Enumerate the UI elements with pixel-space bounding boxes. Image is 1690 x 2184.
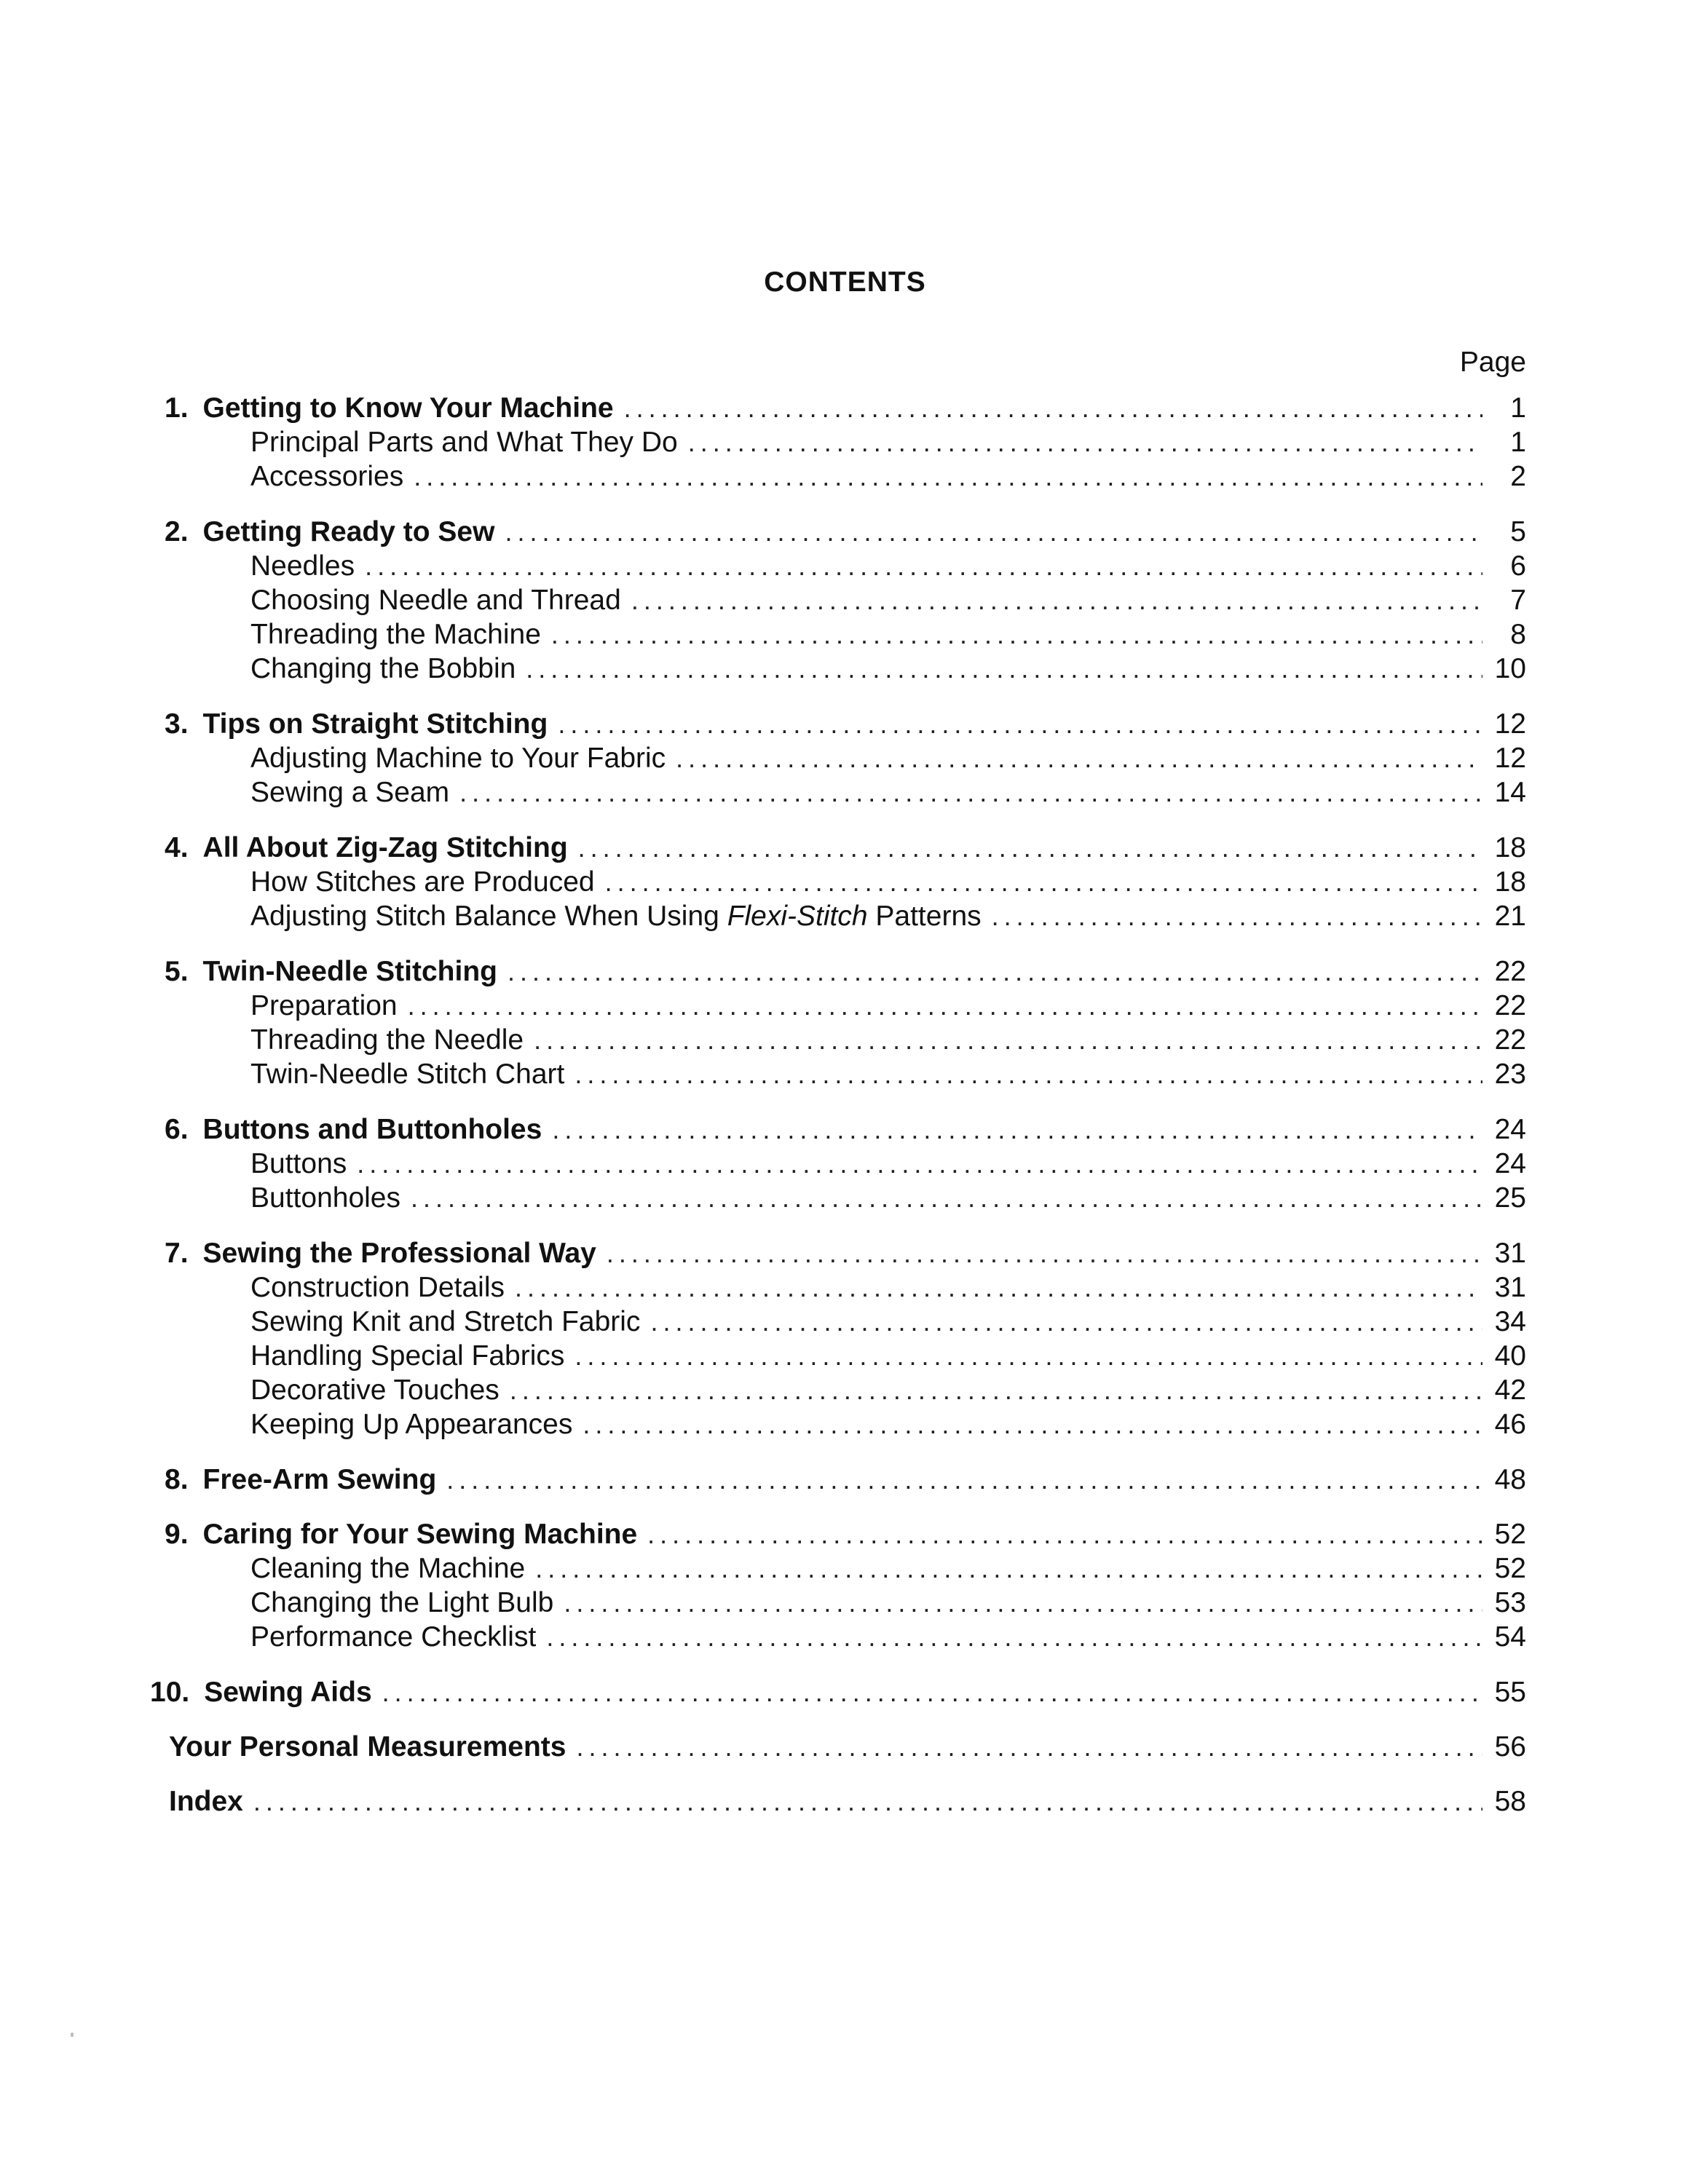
leader-dots [688,426,1482,459]
toc-entry[interactable] [0,1408,1526,1441]
toc-entry-label: Construction Details [250,1272,505,1303]
toc-entry-page: 10 [1494,653,1526,684]
toc-entry-page: 31 [1494,1272,1526,1303]
toc-entry[interactable] [0,1237,1526,1270]
toc-entry-page: 40 [1494,1340,1526,1372]
toc-entry-label: Caring for Your Sewing Machine [202,1519,638,1550]
toc-entry-page: 22 [1494,990,1526,1021]
toc-entry[interactable] [0,742,1526,775]
toc-entry-label: Changing the Bobbin [250,653,516,684]
leader-dots [574,1340,1482,1373]
toc-entry[interactable] [0,1113,1526,1147]
toc-entry[interactable] [0,1058,1526,1091]
toc-entry-label: Accessories [250,461,404,492]
toc-entry-page: 7 [1510,585,1526,616]
toc-entry[interactable] [0,1463,1526,1497]
toc-entry-label: Buttons and Buttonholes [202,1114,542,1145]
leader-dots [526,652,1482,686]
toc-entry[interactable] [0,515,1526,549]
toc-entry-page: 48 [1494,1464,1526,1495]
toc-entry[interactable] [0,955,1526,989]
toc-entry-label: How Stitches are Produced [250,866,595,898]
toc-entry-page: 8 [1510,619,1526,650]
toc-entry-number: 8. [165,1464,189,1495]
leader-dots [508,955,1482,989]
toc-entry[interactable] [0,460,1526,494]
toc-entry-page: 18 [1494,866,1526,898]
leader-dots [583,1408,1482,1441]
toc-entry[interactable] [0,989,1526,1023]
toc-entry-page: 42 [1494,1374,1526,1406]
leader-dots [382,1676,1482,1709]
toc-entry-page: 23 [1494,1059,1526,1090]
leader-dots [631,584,1482,617]
toc-entry-page: 1 [1510,427,1526,458]
toc-entry-number: 3. [165,708,189,740]
leader-dots [676,742,1482,775]
toc-entry-label: Sewing a Seam [250,777,450,808]
toc-entry-page: 22 [1494,956,1526,987]
toc-entry[interactable] [0,831,1526,865]
leader-dots [365,550,1482,583]
toc-entry-number: 7. [165,1238,189,1269]
toc-entry[interactable] [0,426,1526,459]
leader-dots [576,1730,1482,1764]
toc-entry[interactable] [0,584,1526,617]
toc-entry-number: 10. [150,1677,190,1708]
toc-entry[interactable] [0,652,1526,686]
toc-entry-label: Threading the Needle [250,1024,524,1056]
leader-dots [624,392,1482,425]
toc-entry-page: 24 [1494,1114,1526,1145]
toc-entry[interactable] [0,776,1526,810]
toc-entry-label: Adjusting Machine to Your Fabric [250,743,666,774]
toc-entry-label: Principal Parts and What They Do [250,427,678,458]
toc-entry[interactable] [0,392,1526,425]
toc-entry-label: Keeping Up Appearances [250,1409,573,1440]
leader-dots [607,1237,1482,1270]
toc-entry-page: 21 [1494,901,1526,932]
toc-entry-label: Twin-Needle Stitch Chart [250,1059,565,1090]
toc-entry-page: 22 [1494,1024,1526,1056]
leader-dots [357,1147,1482,1181]
toc-entry-page: 52 [1494,1519,1526,1550]
toc-entry[interactable] [0,866,1526,899]
toc-entry[interactable] [0,708,1526,741]
toc-entry-page: 6 [1510,550,1526,582]
leader-dots [552,1113,1482,1147]
page-column-header: Page [1459,347,1526,378]
toc-entry-label: Getting Ready to Sew [202,516,495,547]
toc-entry-page: 5 [1510,516,1526,547]
toc-entry-page: 53 [1494,1587,1526,1618]
label-italic-text: Flexi-Stitch [727,901,868,932]
toc-entry-label: Buttons [250,1148,347,1179]
toc-entry-label: Changing the Light Bulb [250,1587,554,1618]
toc-entry-page: 18 [1494,832,1526,863]
leader-dots [510,1374,1482,1407]
leader-dots [408,989,1482,1023]
toc-entry-page: 58 [1494,1786,1526,1817]
toc-entry[interactable] [0,618,1526,652]
toc-entry-label: Free-Arm Sewing [202,1464,437,1495]
toc-entry-label: Handling Special Fabrics [250,1340,565,1372]
toc-entry-page: 12 [1494,743,1526,774]
toc-entry-label: Getting to Know Your Machine [202,392,614,424]
toc-entry-page: 31 [1494,1238,1526,1269]
leader-dots [546,1621,1482,1654]
toc-entry-page: 14 [1494,777,1526,808]
toc-entry-label: Sewing the Professional Way [202,1238,596,1269]
toc-entry[interactable] [0,1374,1526,1407]
toc-entry[interactable] [0,900,1526,933]
toc-entry[interactable] [0,1518,1526,1551]
toc-entry-label: Sewing Aids [204,1677,372,1708]
toc-entry-page: 12 [1494,708,1526,740]
toc-entry[interactable] [0,550,1526,583]
toc-entry[interactable] [0,1621,1526,1654]
leader-dots [535,1552,1482,1586]
toc-entry-page: 1 [1510,392,1526,424]
toc-entry[interactable] [0,1552,1526,1586]
toc-entry-label: Preparation [250,990,398,1021]
toc-entry-page: 46 [1494,1409,1526,1440]
toc-entry-number: 1. [165,392,189,424]
leader-dots [647,1518,1482,1551]
leader-dots [992,900,1482,933]
label-text: Adjusting Stitch Balance When Using [250,901,727,932]
toc-entry-label: Decorative Touches [250,1374,500,1406]
leader-dots [605,866,1482,899]
leader-dots [446,1463,1482,1497]
leader-dots [515,1271,1482,1305]
leader-dots [505,515,1482,549]
scan-speck [71,2033,74,2037]
toc-entry-number: 2. [165,516,189,547]
page-title: CONTENTS [764,266,926,298]
toc-entry[interactable] [0,1305,1526,1339]
leader-dots [534,1024,1482,1057]
toc-entry-label: All About Zig-Zag Stitching [202,832,568,863]
toc-entry-label: Twin-Needle Stitching [202,956,497,987]
leader-dots [253,1785,1482,1819]
leader-dots [578,831,1482,865]
leader-dots [574,1058,1482,1091]
leader-dots [558,708,1482,741]
toc-entry-label [250,900,982,933]
toc-entry[interactable] [0,1730,1526,1764]
leader-dots [411,1182,1482,1215]
toc-entry[interactable] [0,1586,1526,1620]
toc-entry-label: Threading the Machine [250,619,541,650]
toc-entry-page: 34 [1494,1306,1526,1337]
toc-entry-page: 54 [1494,1621,1526,1653]
toc-entry-label: Your Personal Measurements [169,1731,566,1762]
toc-entry[interactable] [0,1340,1526,1373]
toc-entry[interactable] [0,1785,1526,1819]
leader-dots [459,776,1482,810]
toc-entry-page: 25 [1494,1182,1526,1214]
toc-entry[interactable] [0,1024,1526,1057]
toc-entry-label: Needles [250,550,355,582]
label-text: Patterns [867,901,982,932]
toc-entry-page: 55 [1494,1677,1526,1708]
toc-entry-page: 24 [1494,1148,1526,1179]
toc-entry-label: Buttonholes [250,1182,400,1214]
toc-entry[interactable] [0,1182,1526,1215]
toc-entry[interactable] [0,1676,1526,1709]
leader-dots [551,618,1482,652]
toc-entry-page: 56 [1494,1731,1526,1762]
toc-entry-label: Performance Checklist [250,1621,537,1653]
leader-dots [650,1305,1482,1339]
toc-entry-page: 2 [1510,461,1526,492]
leader-dots [564,1586,1482,1620]
toc-entry-label: Cleaning the Machine [250,1553,526,1584]
leader-dots [414,460,1482,494]
toc-entry-label: Tips on Straight Stitching [202,708,548,740]
toc-entry-number: 5. [165,956,189,987]
toc-entry-label: Choosing Needle and Thread [250,585,621,616]
toc-entry-label: Sewing Knit and Stretch Fabric [250,1306,641,1337]
toc-entry[interactable] [0,1271,1526,1305]
toc-entry-number: 4. [165,832,189,863]
toc-entry-number: 6. [165,1114,189,1145]
toc-entry-label: Index [169,1786,243,1817]
toc-entry[interactable] [0,1147,1526,1181]
toc-entry-page: 52 [1494,1553,1526,1584]
toc-entry-number: 9. [165,1519,189,1550]
